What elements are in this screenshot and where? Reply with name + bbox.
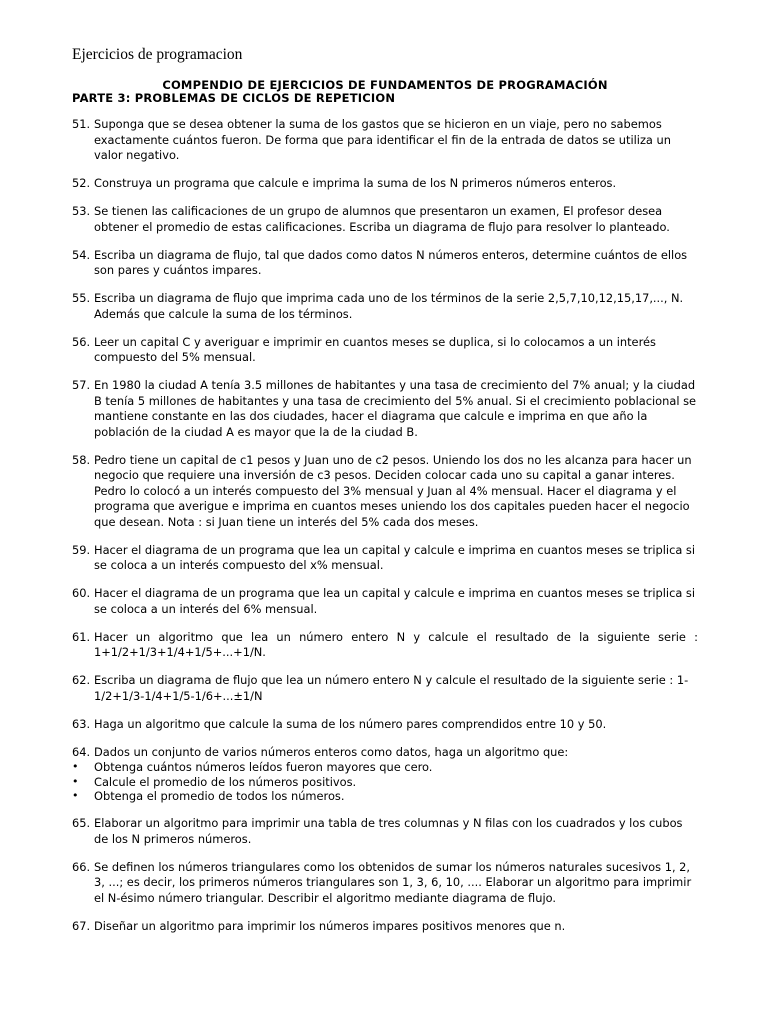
exercise-text: Escriba un diagrama de flujo, tal que dados como datos N números enteros, determine cuántos de ellos son pares y cuántos impares. [94, 247, 688, 277]
exercise-item [72, 860, 698, 907]
exercise-number: 65. [72, 816, 91, 830]
exercise-number: 51. [72, 117, 91, 131]
exercise-number: 62. [72, 673, 91, 687]
exercise-body [94, 453, 698, 531]
exercise-text: Escriba un diagrama de flujo que imprima cada uno de los términos de la serie 2,5,7,10,12,15,17,..., N. Además que calcule la suma de los términos. [94, 291, 684, 321]
exercise-text: Elaborar un algoritmo para imprimir una tabla de tres columnas y N filas con los cuadrados y los cubos de los N primeros números. [94, 816, 683, 846]
exercise-number: 57. [72, 378, 91, 392]
exercise-text: Hacer un algoritmo que lea un número entero N y calcule el resultado de la siguiente serie : 1+1/2+1/3+1/4+1/5+...+1/N. [94, 629, 698, 659]
exercise-item [72, 176, 698, 192]
exercise-item [72, 335, 698, 366]
exercise-text: Diseñar un algoritmo para imprimir los números impares positivos menores que n. [94, 918, 566, 933]
exercise-text: Construya un programa que calcule e imprima la suma de los N primeros números enteros. [94, 176, 617, 190]
exercise-body [94, 291, 698, 322]
exercise-item [72, 204, 698, 235]
exercise-number: 66. [72, 859, 91, 874]
bullet-text: Calcule el promedio de los números positivos. [94, 774, 357, 789]
exercise-text: Hacer el diagrama de un programa que lea un capital y calcule e imprima en cuantos meses se triplica si se coloca a un interés compuesto del x% mensual. [94, 542, 696, 572]
exercise-item [72, 717, 698, 733]
exercise-body [94, 816, 698, 847]
exercise-body [94, 543, 698, 574]
exercise-item [72, 248, 698, 279]
exercise-item [72, 816, 698, 847]
exercise-number: 56. [72, 334, 91, 349]
running-header: Ejercicios de programacion [72, 46, 243, 63]
bullet-item [72, 760, 698, 775]
exercise-number: 52. [72, 176, 91, 190]
exercise-text: Se definen los números triangulares como los obtenidos de sumar los números naturales sucesivos 1, 2, 3, ...; es decir, los primeros números triangulares son 1, 3, 6, 10, .... Elaborar un algoritmo para imprimir el N-ésimo número triangular. Describir el algoritmo mediante diagrama de flujo. [94, 859, 692, 905]
exercise-text: Hacer el diagrama de un programa que lea un capital y calcule e imprima en cuantos meses se triplica si se coloca a un interés del 6% mensual. [94, 586, 696, 616]
exercise-number: 64. [72, 744, 91, 759]
bullet-text: Obtenga el promedio de todos los números. [94, 789, 345, 803]
exercise-body [94, 919, 698, 935]
exercise-body [94, 860, 698, 907]
document-title: COMPENDIO DE EJERCICIOS DE FUNDAMENTOS DE PROGRAMACIÓN [162, 78, 608, 92]
exercise-number: 59. [72, 542, 91, 557]
exercise-item [72, 586, 698, 617]
exercise-item [72, 291, 698, 322]
bullet-list [72, 760, 698, 804]
exercise-item [72, 630, 698, 661]
exercise-number: 67. [72, 918, 91, 933]
exercise-number: 61. [72, 629, 91, 644]
bullet-item [72, 775, 698, 790]
exercise-body [94, 204, 698, 235]
exercise-body [94, 586, 698, 617]
exercise-number: 53. [72, 204, 91, 218]
exercise-body [94, 378, 698, 440]
exercise-number: 55. [72, 291, 91, 305]
exercise-body [94, 117, 698, 164]
exercise-text: Escriba un diagrama de flujo que lea un número entero N y calcule el resultado de la siguiente serie : 1-1/2+1/3-1/4+1/5-1/6+...±1/N [94, 673, 689, 703]
exercise-text: Se tienen las calificaciones de un grupo de alumnos que presentaron un examen, El profesor desea obtener el promedio de estas calificaciones. Escriba un diagrama de flujo para resolver lo planteado. [94, 204, 670, 234]
exercise-body [94, 630, 698, 661]
exercise-number: 54. [72, 247, 91, 262]
exercise-body [94, 335, 698, 366]
exercise-text: Haga un algoritmo que calcule la suma de los número pares comprendidos entre 10 y 50. [94, 716, 607, 731]
bullet-icon: • [72, 760, 79, 773]
exercise-list [72, 117, 698, 934]
exercise-body [94, 717, 698, 733]
bullet-icon: • [72, 789, 79, 802]
exercise-item [72, 117, 698, 164]
exercise-item [72, 745, 698, 804]
exercise-text: Pedro tiene un capital de c1 pesos y Juan uno de c2 pesos. Uniendo los dos no les alcanza para hacer un negocio que requiere una inversión de c3 pesos. Deciden colocar cada uno su capital a ganar interes. Pedro lo colocó a un interés compuesto del 3% mensual y Juan al 4% mensual. Hacer el diagrama y el programa que averigue e imprima en cuantos meses uniendo los dos capitales pueden hacer el negocio que desean. Nota : si Juan tiene un interés del 5% cada dos meses. [94, 452, 692, 529]
exercise-number: 58. [72, 452, 91, 467]
exercise-text: Suponga que se desea obtener la suma de los gastos que se hicieron en un viaje, pero no sabemos exactamente cuántos fueron. De forma que para identificar el fin de la entrada de datos se utiliza un valor negativo. [94, 117, 671, 162]
exercise-number: 63. [72, 716, 91, 731]
exercise-text: En 1980 la ciudad A tenía 3.5 millones de habitantes y una tasa de crecimiento del 7% anual; y la ciudad B tenía 5 millones de habitantes y una tasa de crecimiento del 5% anual. Si el crecimiento poblacional se mantiene constante en las dos ciudades, hacer el diagrama que calcule e imprima en que año la población de la ciudad A es mayor que la de la ciudad B. [94, 378, 697, 439]
exercise-number: 60. [72, 586, 91, 600]
exercise-text: Leer un capital C y averiguar e imprimir en cuantos meses se duplica, si lo colocamos a un interés compuesto del 5% mensual. [94, 334, 656, 364]
bullet-icon: • [72, 774, 79, 788]
exercise-item [72, 673, 698, 704]
exercise-item [72, 453, 698, 531]
bullet-item [72, 789, 698, 804]
exercise-item [72, 543, 698, 574]
document-subtitle: PARTE 3: PROBLEMAS DE CICLOS DE REPETICION [72, 91, 396, 105]
exercise-item [72, 919, 698, 935]
bullet-text: Obtenga cuántos números leídos fueron mayores que cero. [94, 760, 433, 774]
exercise-body [94, 248, 698, 279]
exercise-text: Dados un conjunto de varios números enteros como datos, haga un algoritmo que: [94, 744, 569, 759]
exercise-body [94, 673, 698, 704]
exercise-body [94, 176, 698, 192]
exercise-item [72, 378, 698, 440]
